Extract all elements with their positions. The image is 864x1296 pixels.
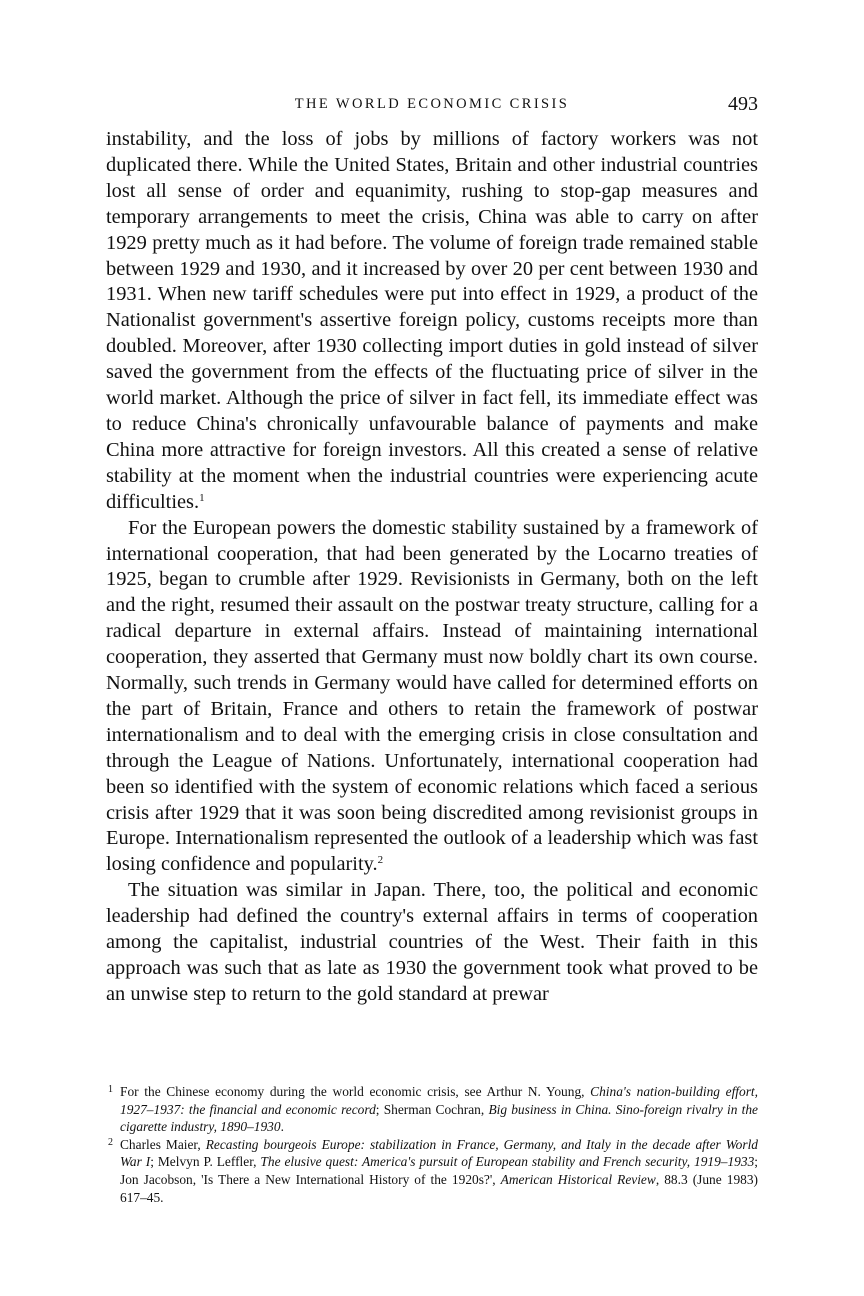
footnotes: [106, 1083, 758, 1206]
running-head: THE WORLD ECONOMIC CRISIS: [294, 96, 570, 112]
footnote: [106, 1136, 758, 1206]
paragraph-text: The situation was similar in Japan. There, too, the political and economic leadership had defined the country's external affairs in terms of cooperation among the capitalist, industrial countries of the West. Their faith in this approach was such that as late as 1930 the government took what proved to be an unwise step to return to the gold standard at prewar: [106, 879, 758, 1005]
footnote-title: Recasting bourgeois Europe: stabilization in France, Germany, and Italy in the decade after World War I: [120, 1136, 758, 1170]
footnote-number: 2: [108, 1136, 113, 1148]
footnote-text: ; Jon Jacobson, 'Is There a New International History of the 1920s?',: [120, 1154, 758, 1187]
paragraph: [106, 127, 758, 516]
paragraph: [106, 516, 758, 879]
footnote-text: .: [280, 1119, 284, 1135]
footnote-ref: 2: [377, 854, 384, 867]
footnote-text: ; Sherman Cochran,: [375, 1101, 489, 1117]
footnote-title: The elusive quest: America's pursuit of European stability and French security, 1919–1933: [260, 1154, 755, 1170]
footnote-title: American Historical Review: [500, 1171, 656, 1187]
page-number: 493: [728, 93, 758, 115]
paragraph: [106, 878, 758, 1008]
page-header: [106, 93, 758, 117]
footnote-number: 1: [108, 1084, 113, 1095]
footnote-text: , 88.3 (June 1983) 617–45.: [120, 1171, 758, 1205]
body-text: [106, 127, 758, 1008]
footnote-text: Charles Maier,: [120, 1136, 206, 1152]
footnote-title: Big business in China. Sino-foreign rivalry in the cigarette industry, 1890–1930: [120, 1101, 758, 1135]
footnote-text: ; Melvyn P. Leffler,: [150, 1154, 261, 1170]
paragraph-text: For the European powers the domestic stability sustained by a framework of international cooperation, that had been generated by the Locarno treaties of 1925, began to crumble after 1929. Revisionists in Germany, both on the left and the right, resumed their assault on the postwar treaty structure, calling for a radical departure in external affairs. Instead of maintaining international cooperation, they asserted that Germany must now boldly chart its own course. Normally, such trends in Germany would have called for determined efforts on the part of Britain, France and others to retain the framework of postwar internationalism and to deal with the emerging crisis in close consultation and through the League of Nations. Unfortunately, international cooperation had been so identified with the system of economic relations which faced a serious crisis after 1929 that it was soon being discredited among revisionist groups in Europe. Internationalism represented the outlook of a leadership which was fast losing confidence and popularity.: [106, 516, 758, 876]
footnote-ref: 1: [199, 491, 205, 504]
footnote-title: China's nation-building effort, 1927–1937: the financial and economic record: [120, 1084, 759, 1117]
paragraph-text: instability, and the loss of jobs by millions of factory workers was not duplicated there. While the United States, Britain and other industrial countries lost all sense of order and equanimity, rushing to stop-gap measures and temporary arrangements to meet the crisis, China was able to carry on after 1929 pretty much as it had before. The volume of foreign trade remained stable between 1929 and 1930, and it increased by over 20 per cent between 1930 and 1931. When new tariff schedules were put into effect in 1929, a product of the Nationalist government's assertive foreign policy, customs receipts more than doubled. Moreover, after 1930 collecting import duties in gold instead of silver saved the government from the effects of the fluctuating price of silver in the world market. Although the price of silver in fact fell, its immediate effect was to reduce China's chronically unfavourable balance of payments and make China more attractive for foreign investors. All this created a sense of relative stability at the moment when the industrial countries were experiencing acute difficulties.: [106, 128, 758, 513]
footnote-text: For the Chinese economy during the world economic crisis, see Arthur N. Young,: [120, 1084, 591, 1099]
footnote: [106, 1083, 758, 1136]
